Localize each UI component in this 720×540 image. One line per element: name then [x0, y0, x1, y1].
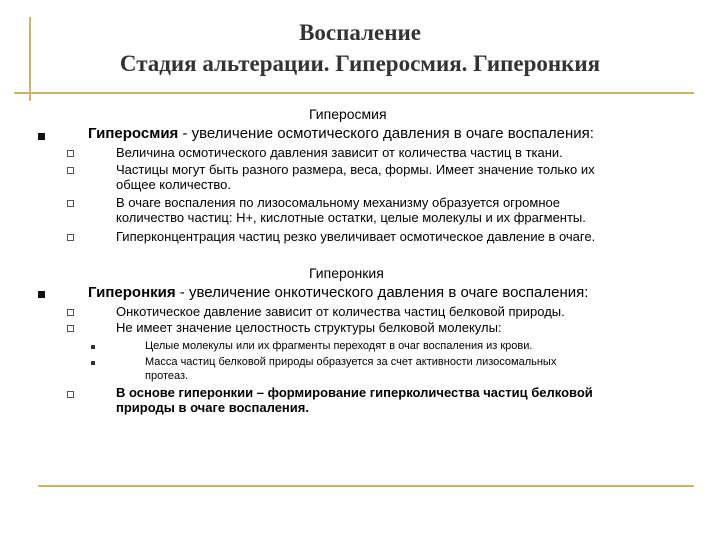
tiny-bullet-icon	[91, 345, 95, 349]
section1-item-2: Частицы могут быть разного размера, веса, формы. Имеет значение только их	[116, 162, 595, 177]
section2-subitem-2-cont: протеаз.	[145, 370, 189, 382]
section2-item-1: Онкотическое давление зависит от количества частиц белковой природы.	[116, 304, 565, 319]
slide-subtitle: Стадия альтерации. Гиперосмия. Гиперонкия	[119, 51, 601, 76]
section2-heading: Гиперонкия	[309, 265, 384, 281]
sub-bullet-icon	[67, 234, 74, 241]
section1-definition: Гиперосмия - увеличение осмотического давления в очаге воспаления:	[88, 125, 594, 142]
slide-title: Воспаление	[299, 20, 421, 45]
main-bullet-icon	[38, 291, 45, 298]
section1-item-1: Величина осмотического давления зависит от количества частиц в ткани.	[116, 145, 563, 160]
decor-top-line	[14, 92, 694, 94]
main-bullet-icon	[38, 133, 45, 140]
section2-conclusion-cont: природы в очаге воспаления.	[116, 400, 309, 415]
section2-subitem-2: Масса частиц белковой природы образуется за счет активности лизосомальных	[145, 356, 557, 368]
section2-item-2: Не имеет значение целостность структуры белковой молекулы:	[116, 320, 502, 335]
sub-bullet-icon	[67, 391, 74, 398]
section1-heading: Гиперосмия	[309, 106, 387, 122]
section2-subitem-1: Целые молекулы или их фрагменты переходят в очаг воспаления из крови.	[145, 340, 533, 352]
sub-bullet-icon	[67, 167, 74, 174]
tiny-bullet-icon	[91, 361, 95, 365]
section1-item-2-cont: общее количество.	[116, 177, 231, 192]
decor-bottom-line	[38, 485, 694, 487]
section1-item-3: В очаге воспаления по лизосомальному механизму образуется огромное	[116, 195, 560, 210]
section1-item-3-cont: количество частиц: Н+, кислотные остатки, целые молекулы и их фрагменты.	[116, 210, 586, 225]
section1-item-4: Гиперконцентрация частиц резко увеличивает осмотическое давление в очаге.	[116, 229, 596, 244]
sub-bullet-icon	[67, 200, 74, 207]
sub-bullet-icon	[67, 150, 74, 157]
sub-bullet-icon	[67, 309, 74, 316]
section2-definition: Гиперонкия - увеличение онкотического давления в очаге воспаления:	[88, 284, 589, 301]
section2-conclusion: В основе гиперонкии – формирование гиперколичества частиц белковой	[116, 385, 593, 400]
sub-bullet-icon	[67, 325, 74, 332]
